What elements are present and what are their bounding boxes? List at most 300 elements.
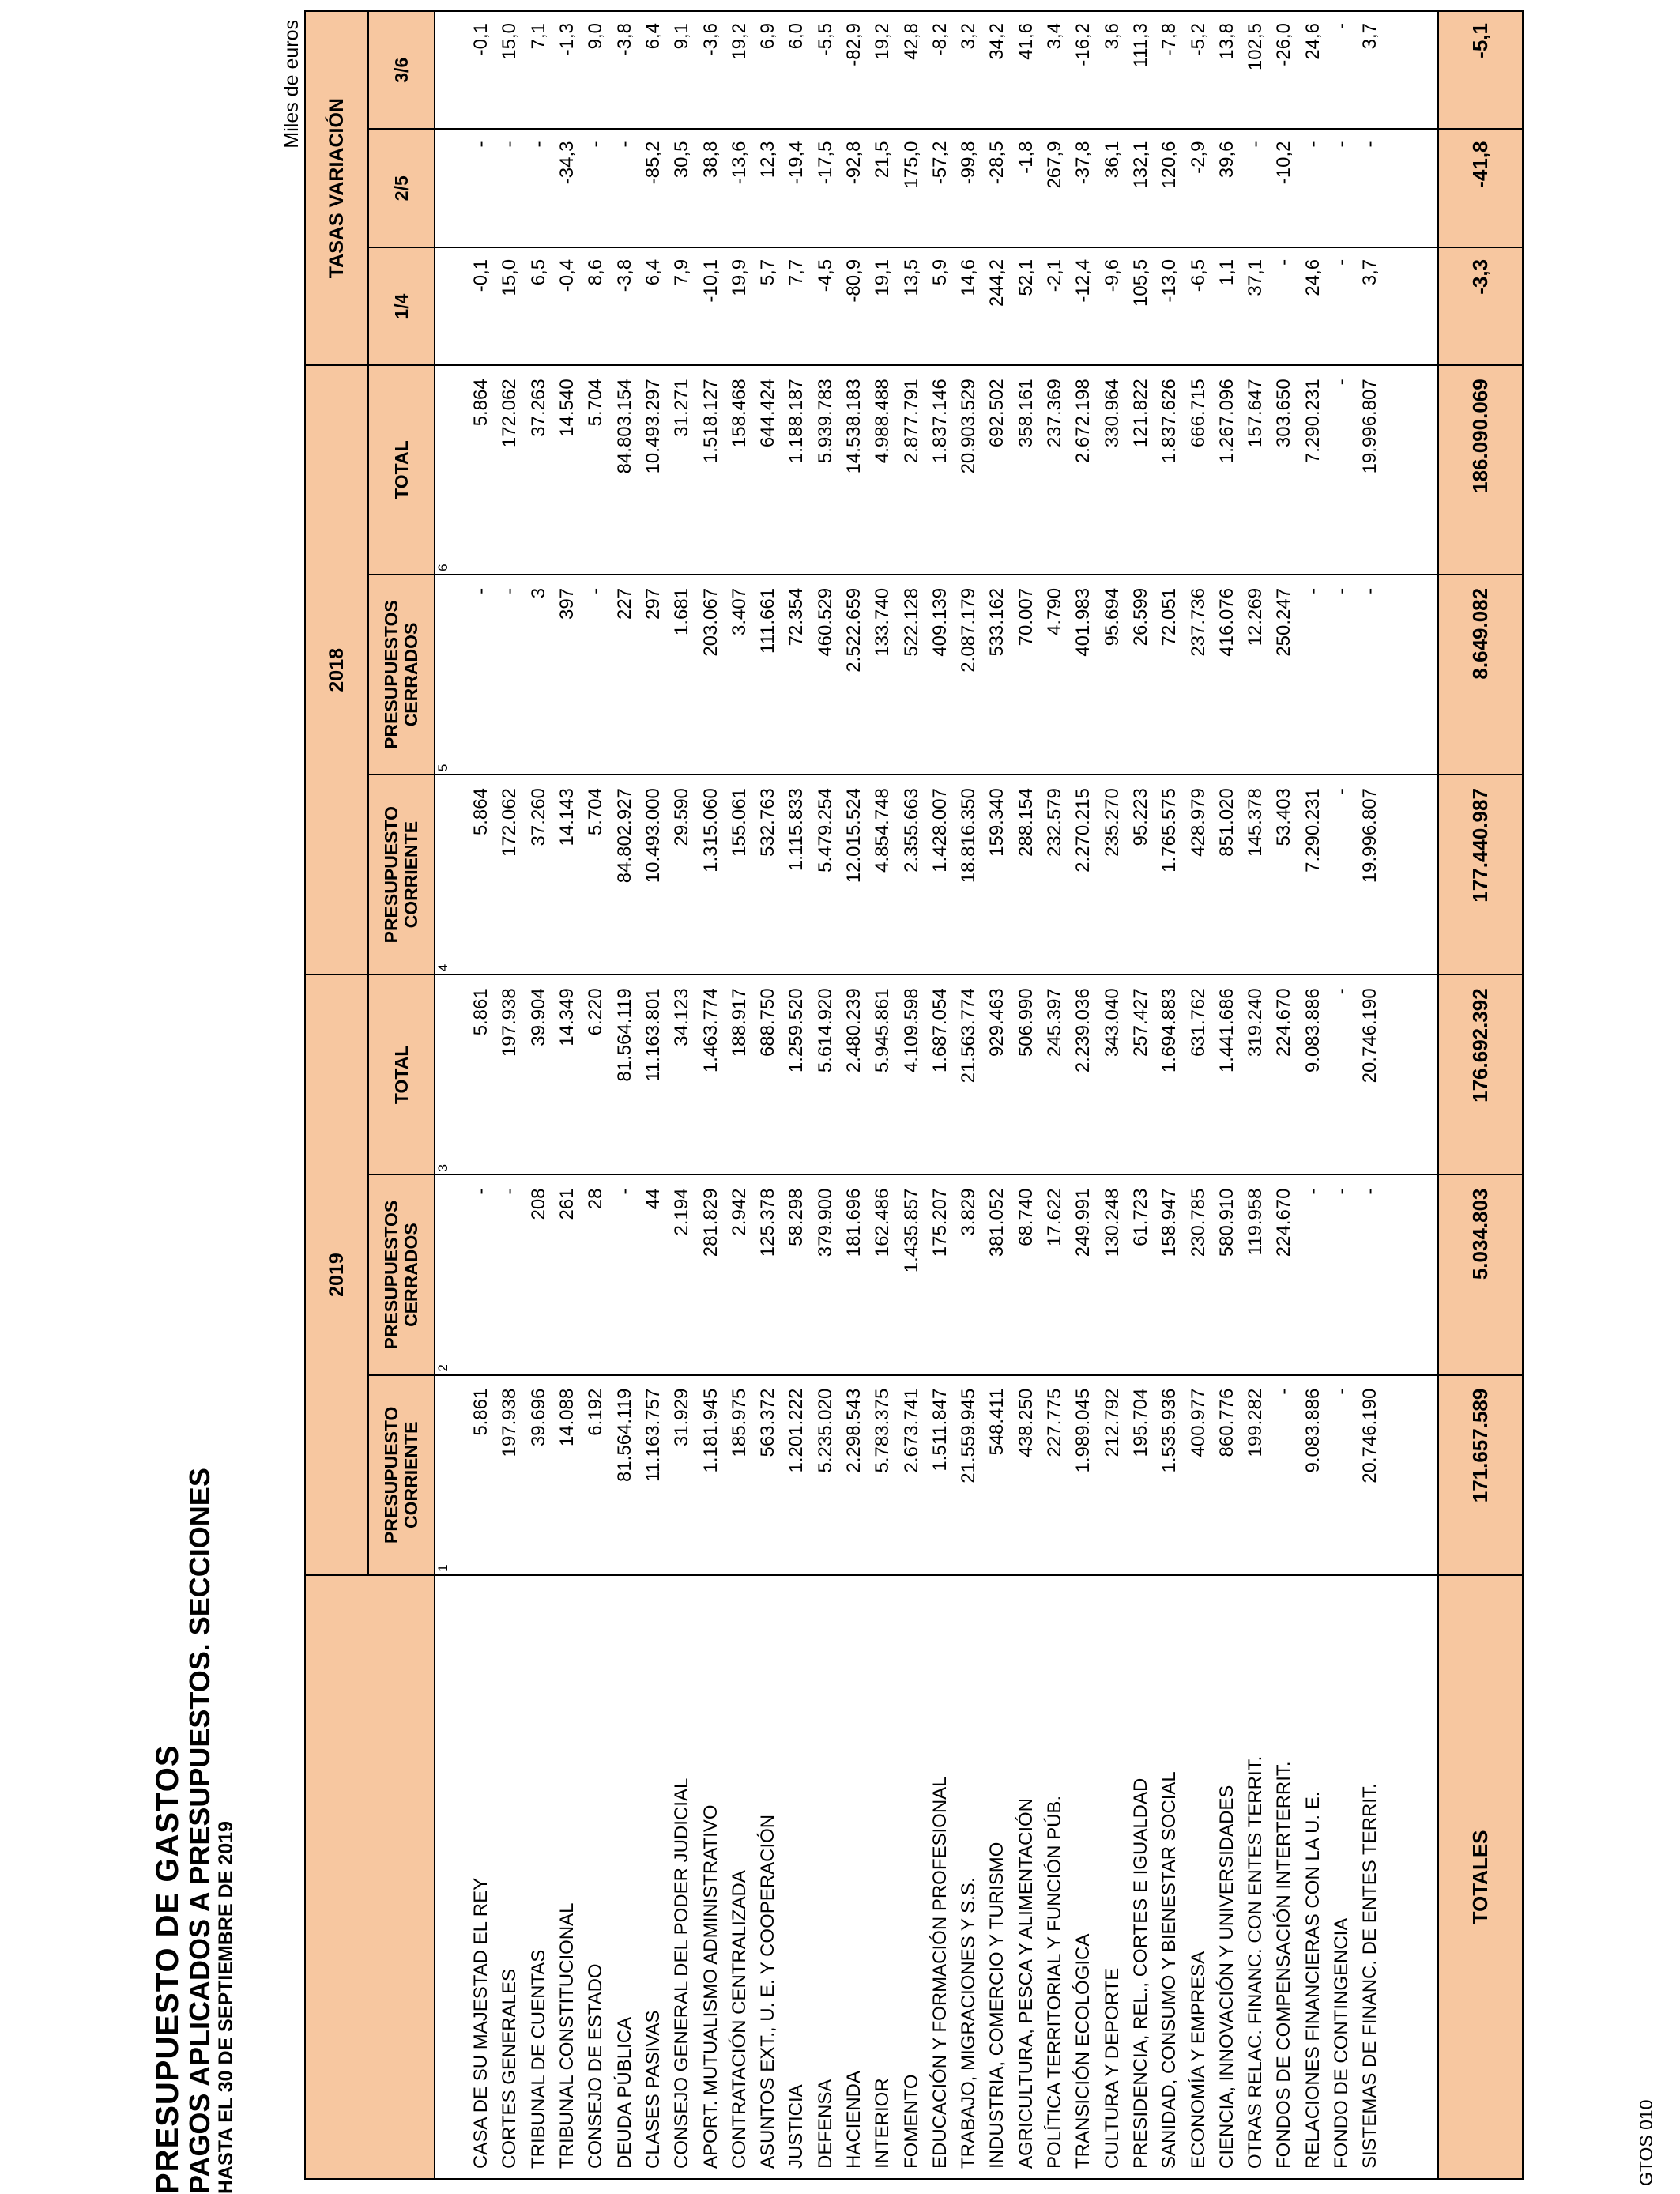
table-row [696, 11, 725, 2179]
cell-value: 580.910 [1213, 1174, 1241, 1374]
cell-value: 7,7 [782, 247, 811, 365]
cell-value: 42,8 [897, 11, 925, 129]
cell-value: - [1356, 575, 1384, 775]
cell-value: 5.864 [467, 365, 495, 575]
section-name: INDUSTRIA, COMERCIO Y TURISMO [983, 1575, 1011, 2179]
table-row [983, 11, 1011, 2179]
cell-value: 428.979 [1184, 775, 1212, 974]
cell-value: 1.989.045 [1069, 1375, 1098, 1575]
cell-value: -80,9 [840, 247, 868, 365]
table-row [812, 11, 840, 2179]
section-name: POLÍTICA TERRITORIAL Y FUNCIÓN PÚB. [1041, 1575, 1069, 2179]
cell-value: 81.564.119 [610, 1375, 638, 1575]
cell-value: 397 [553, 575, 582, 775]
cell-value: 4.988.488 [868, 365, 897, 575]
cell-value: 158.947 [1155, 1174, 1184, 1374]
cell-value: 37.263 [525, 365, 553, 575]
cell-value: 20.746.190 [1356, 974, 1384, 1174]
cell-value: -34,3 [553, 129, 582, 247]
cell-value: 244,2 [983, 247, 1011, 365]
cell-value: 2.522.659 [840, 575, 868, 775]
cell-value: 6,4 [639, 247, 668, 365]
cell-value: 133.740 [868, 575, 897, 775]
cell-value: -3,8 [610, 247, 638, 365]
cell-value: 235.270 [1098, 775, 1127, 974]
cell-value: -17,5 [812, 129, 840, 247]
cell-value: 111,3 [1127, 11, 1155, 129]
cell-value: -92,8 [840, 129, 868, 247]
section-name: RELACIONES FINANCIERAS CON LA U. E. [1299, 1575, 1328, 2179]
cell-value: 39.696 [525, 1375, 553, 1575]
cell-value: 5.704 [582, 775, 610, 974]
cell-value: 224.670 [1270, 974, 1298, 1174]
cell-value: 400.977 [1184, 1375, 1212, 1575]
section-name: CORTES GENERALES [495, 1575, 524, 2179]
cell-value: - [1299, 1174, 1328, 1374]
cell-value: - [495, 1174, 524, 1374]
cell-value: 111.661 [754, 575, 782, 775]
cell-value: 181.696 [840, 1174, 868, 1374]
cell-value: 532.763 [754, 775, 782, 974]
cell-value: 2.480.239 [840, 974, 868, 1174]
table-row [1270, 11, 1298, 2179]
cell-value: 13,5 [897, 247, 925, 365]
cell-value: 2.239.036 [1069, 974, 1098, 1174]
cell-value: - [610, 1174, 638, 1374]
cell-value: -9,6 [1098, 247, 1127, 365]
cell-value: 19,9 [725, 247, 754, 365]
cell-value: - [1356, 129, 1384, 247]
section-name: CLASES PASIVAS [639, 1575, 668, 2179]
cell-value: 8,6 [582, 247, 610, 365]
cell-value: 522.128 [897, 575, 925, 775]
section-name: FOMENTO [897, 1575, 925, 2179]
cell-value: - [1299, 575, 1328, 775]
cell-value: 9.083.886 [1299, 974, 1328, 1174]
cell-value: 14.349 [553, 974, 582, 1174]
cell-value: 29.590 [668, 775, 696, 974]
col-header-2: PRESUPUESTOS CERRADOS 2 [368, 1174, 435, 1374]
cell-value: 20.746.190 [1356, 1375, 1384, 1575]
cell-value: -13,0 [1155, 247, 1184, 365]
cell-value: 7,9 [668, 247, 696, 365]
cell-value: - [1356, 1174, 1384, 1374]
cell-value: 28 [582, 1174, 610, 1374]
cell-value: 26.599 [1127, 575, 1155, 775]
cell-value: 68.740 [1012, 1174, 1041, 1374]
cell-value: 2.673.741 [897, 1375, 925, 1575]
cell-value: - [1270, 1375, 1298, 1575]
cell-value: 7.290.231 [1299, 775, 1328, 974]
section-name: CIENCIA, INNOVACIÓN Y UNIVERSIDADES [1213, 1575, 1241, 2179]
total-value: -3,3 [1438, 247, 1523, 365]
cell-value: 9.083.886 [1299, 1375, 1328, 1575]
cell-value: -8,2 [926, 11, 955, 129]
cell-value: 208 [525, 1174, 553, 1374]
cell-value: 6,4 [639, 11, 668, 129]
cell-value: 506.990 [1012, 974, 1041, 1174]
cell-value: 119.958 [1241, 1174, 1270, 1374]
report-subtitle: PAGOS APLICADOS A PRESUPUESTOS. SECCIONES [183, 1468, 216, 2194]
cell-value: 5.783.375 [868, 1375, 897, 1575]
cell-value: 4.790 [1041, 575, 1069, 775]
cell-value: 81.564.119 [610, 974, 638, 1174]
cell-value: 18.816.350 [955, 775, 983, 974]
total-value: 5.034.803 [1438, 1174, 1523, 1374]
cell-value: 249.991 [1069, 1174, 1098, 1374]
spacer-row [1385, 11, 1438, 2179]
cell-value: - [1328, 11, 1356, 129]
cell-value: 3,4 [1041, 11, 1069, 129]
cell-value: 1.535.936 [1155, 1375, 1184, 1575]
col-header-rate-1-4: 1/4 [368, 247, 435, 365]
cell-value: 6.192 [582, 1375, 610, 1575]
table-row [897, 11, 925, 2179]
cell-value: 261 [553, 1174, 582, 1374]
section-name: EDUCACIÓN Y FORMACIÓN PROFESIONAL [926, 1575, 955, 2179]
cell-value: 2.194 [668, 1174, 696, 1374]
cell-value: 41,6 [1012, 11, 1041, 129]
table-row [668, 11, 696, 2179]
cell-value: 10.493.297 [639, 365, 668, 575]
cell-value: 24,6 [1299, 247, 1328, 365]
cell-value: 5.704 [582, 365, 610, 575]
cell-value: - [1241, 129, 1270, 247]
section-name: JUSTICIA [782, 1575, 811, 2179]
cell-value: 3,2 [955, 11, 983, 129]
cell-value: 297 [639, 575, 668, 775]
cell-value: 102,5 [1241, 11, 1270, 129]
cell-value: 130.248 [1098, 1174, 1127, 1374]
cell-value: -82,9 [840, 11, 868, 129]
cell-value: 281.829 [696, 1174, 725, 1374]
cell-value: 1.259.520 [782, 974, 811, 1174]
cell-value: - [525, 129, 553, 247]
section-name: INTERIOR [868, 1575, 897, 2179]
cell-value: 237.736 [1184, 575, 1212, 775]
cell-value: 20.903.529 [955, 365, 983, 575]
cell-value: -0,1 [467, 11, 495, 129]
cell-value: 44 [639, 1174, 668, 1374]
cell-value: 172.062 [495, 365, 524, 575]
cell-value: 19,2 [725, 11, 754, 129]
table-row [525, 11, 553, 2179]
cell-value: 5,7 [754, 247, 782, 365]
cell-value: 11.163.757 [639, 1375, 668, 1575]
cell-value: 4.109.598 [897, 974, 925, 1174]
table-row [1299, 11, 1328, 2179]
cell-value: 666.715 [1184, 365, 1212, 575]
cell-value: 1.837.626 [1155, 365, 1184, 575]
cell-value: 1.837.146 [926, 365, 955, 575]
cell-value: 3,7 [1356, 11, 1384, 129]
cell-value: 3.407 [725, 575, 754, 775]
cell-value: 13,8 [1213, 11, 1241, 129]
cell-value: 52,1 [1012, 247, 1041, 365]
cell-value: 303.650 [1270, 365, 1298, 575]
cell-value: 14.540 [553, 365, 582, 575]
section-name: APORT. MUTUALISMO ADMINISTRATIVO [696, 1575, 725, 2179]
cell-value: 237.369 [1041, 365, 1069, 575]
section-name: HACIENDA [840, 1575, 868, 2179]
cell-value: 95.223 [1127, 775, 1155, 974]
cell-value: 7.290.231 [1299, 365, 1328, 575]
cell-value: 15,0 [495, 11, 524, 129]
cell-value: 358.161 [1012, 365, 1041, 575]
section-name: ECONOMÍA Y EMPRESA [1184, 1575, 1212, 2179]
cell-value: 53.403 [1270, 775, 1298, 974]
table-row [782, 11, 811, 2179]
cell-value: 172.062 [495, 775, 524, 974]
col-header-5: PRESUPUESTOS CERRADOS 5 [368, 575, 435, 775]
cell-value: - [1299, 129, 1328, 247]
cell-value: 688.750 [754, 974, 782, 1174]
cell-value: 3,6 [1098, 11, 1127, 129]
cell-value: 1.765.575 [1155, 775, 1184, 974]
cell-value: 61.723 [1127, 1174, 1155, 1374]
cell-value: 36,1 [1098, 129, 1127, 247]
cell-value: 19,2 [868, 11, 897, 129]
cell-value: 185.975 [725, 1375, 754, 1575]
cell-value: -0,4 [553, 247, 582, 365]
cell-value: 5.939.783 [812, 365, 840, 575]
table-row [1241, 11, 1270, 2179]
cell-value: 438.250 [1012, 1375, 1041, 1575]
cell-value: - [1270, 247, 1298, 365]
section-name: CASA DE SU MAJESTAD EL REY [467, 1575, 495, 2179]
cell-value: - [582, 575, 610, 775]
year-2019-header: 2019 [305, 974, 368, 1575]
table-row [1184, 11, 1212, 2179]
cell-value: 9,1 [668, 11, 696, 129]
cell-value: 19,1 [868, 247, 897, 365]
cell-value: - [582, 129, 610, 247]
table-row [926, 11, 955, 2179]
cell-value: 175,0 [897, 129, 925, 247]
report-title: PRESUPUESTO DE GASTOS [150, 1744, 185, 2194]
section-name: OTRAS RELAC. FINANC. CON ENTES TERRIT. [1241, 1575, 1270, 2179]
section-name: TRIBUNAL CONSTITUCIONAL [553, 1575, 582, 2179]
cell-value: 1.681 [668, 575, 696, 775]
cell-value: 1.463.774 [696, 974, 725, 1174]
cell-value: 105,5 [1127, 247, 1155, 365]
cell-value: - [1328, 974, 1356, 1174]
cell-value: 5,9 [926, 247, 955, 365]
cell-value: -10,1 [696, 247, 725, 365]
footer-code: GTOS 010 [1636, 2099, 1656, 2186]
cell-value: -1,3 [553, 11, 582, 129]
cell-value: 155.061 [725, 775, 754, 974]
cell-value: 14,6 [955, 247, 983, 365]
cell-value: -85,2 [639, 129, 668, 247]
section-name: SANIDAD, CONSUMO Y BIENESTAR SOCIAL [1155, 1575, 1184, 2179]
cell-value: 72.051 [1155, 575, 1184, 775]
cell-value: 58.298 [782, 1174, 811, 1374]
cell-value: 197.938 [495, 1375, 524, 1575]
cell-value: 631.762 [1184, 974, 1212, 1174]
cell-value: 224.670 [1270, 1174, 1298, 1374]
table-row [1012, 11, 1041, 2179]
cell-value: 19.996.807 [1356, 365, 1384, 575]
cell-value: 1.201.222 [782, 1375, 811, 1575]
cell-value: 644.424 [754, 365, 782, 575]
cell-value: 188.917 [725, 974, 754, 1174]
cell-value: - [467, 129, 495, 247]
col-header-6: TOTAL 6 [368, 365, 435, 575]
section-name: FONDO DE CONTINGENCIA [1328, 1575, 1356, 2179]
expenditure-table [304, 10, 1524, 2180]
section-name: TRABAJO, MIGRACIONES Y S.S. [955, 1575, 983, 2179]
cell-value: -12,4 [1069, 247, 1098, 365]
cell-value: 5.861 [467, 974, 495, 1174]
cell-value: 230.785 [1184, 1174, 1212, 1374]
cell-value: 851.020 [1213, 775, 1241, 974]
total-value: 176.692.392 [1438, 974, 1523, 1174]
cell-value: 17.622 [1041, 1174, 1069, 1374]
section-name: CONSEJO GENERAL DEL PODER JUDICIAL [668, 1575, 696, 2179]
table-row [610, 11, 638, 2179]
cell-value: 95.694 [1098, 575, 1127, 775]
cell-value: 212.792 [1098, 1375, 1127, 1575]
cell-value: 157.647 [1241, 365, 1270, 575]
col-header-3: TOTAL 3 [368, 974, 435, 1174]
cell-value: 860.776 [1213, 1375, 1241, 1575]
cell-value: 195.704 [1127, 1375, 1155, 1575]
cell-value: 21,5 [868, 129, 897, 247]
cell-value: -26,0 [1270, 11, 1298, 129]
section-name: AGRICULTURA, PESCA Y ALIMENTACIÓN [1012, 1575, 1041, 2179]
cell-value: 6,0 [782, 11, 811, 129]
cell-value: 21.559.945 [955, 1375, 983, 1575]
cell-value: - [467, 575, 495, 775]
cell-value: -37,8 [1069, 129, 1098, 247]
cell-value: -7,8 [1155, 11, 1184, 129]
cell-value: 1.315.060 [696, 775, 725, 974]
cell-value: 3 [525, 575, 553, 775]
cell-value: - [1328, 247, 1356, 365]
table-row [1356, 11, 1384, 2179]
table-row [1213, 11, 1241, 2179]
section-name: DEUDA PÚBLICA [610, 1575, 638, 2179]
cell-value: 2.270.215 [1069, 775, 1098, 974]
cell-value: 5.861 [467, 1375, 495, 1575]
cell-value: -3,6 [696, 11, 725, 129]
cell-value: 14.143 [553, 775, 582, 974]
table-row [1155, 11, 1184, 2179]
cell-value: 6,5 [525, 247, 553, 365]
cell-value: -4,5 [812, 247, 840, 365]
cell-value: -16,2 [1069, 11, 1098, 129]
cell-value: 158.468 [725, 365, 754, 575]
table-row [467, 11, 495, 2179]
cell-value: 145.378 [1241, 775, 1270, 974]
cell-value: 39,6 [1213, 129, 1241, 247]
rates-header: TASAS VARIACIÓN [305, 11, 368, 365]
cell-value: 11.163.801 [639, 974, 668, 1174]
section-name: CONSEJO DE ESTADO [582, 1575, 610, 2179]
section-name: CONTRATACIÓN CENTRALIZADA [725, 1575, 754, 2179]
table-row [639, 11, 668, 2179]
col-header-1: PRESUPUESTO CORRIENTE 1 [368, 1375, 435, 1575]
cell-value: 121.822 [1127, 365, 1155, 575]
total-value: -5,1 [1438, 11, 1523, 129]
cell-value: 162.486 [868, 1174, 897, 1374]
cell-value: -1,8 [1012, 129, 1041, 247]
section-name: SISTEMAS DE FINANC. DE ENTES TERRIT. [1356, 1575, 1384, 2179]
cell-value: 2.087.179 [955, 575, 983, 775]
cell-value: 19.996.807 [1356, 775, 1384, 974]
section-header [305, 1575, 435, 2179]
cell-value: -28,5 [983, 129, 1011, 247]
cell-value: 257.427 [1127, 974, 1155, 1174]
cell-value: 409.139 [926, 575, 955, 775]
col-header-rate-2-5: 2/5 [368, 129, 435, 247]
cell-value: 1.428.007 [926, 775, 955, 974]
cell-value: 12.015.524 [840, 775, 868, 974]
cell-value: 460.529 [812, 575, 840, 775]
section-name: FONDOS DE COMPENSACIÓN INTERTERRIT. [1270, 1575, 1298, 2179]
table-row [1127, 11, 1155, 2179]
table-row [754, 11, 782, 2179]
cell-value: 37,1 [1241, 247, 1270, 365]
cell-value: 84.803.154 [610, 365, 638, 575]
cell-value: -10,2 [1270, 129, 1298, 247]
cell-value: 72.354 [782, 575, 811, 775]
cell-value: -5,5 [812, 11, 840, 129]
cell-value: 38,8 [696, 129, 725, 247]
cell-value: -99,8 [955, 129, 983, 247]
cell-value: - [1328, 129, 1356, 247]
cell-value: 70.007 [1012, 575, 1041, 775]
col-header-rate-3-6: 3/6 [368, 11, 435, 129]
cell-value: 1,1 [1213, 247, 1241, 365]
cell-value: -2,9 [1184, 129, 1212, 247]
cell-value: -2,1 [1041, 247, 1069, 365]
cell-value: 330.964 [1098, 365, 1127, 575]
cell-value: 14.088 [553, 1375, 582, 1575]
table-row [1069, 11, 1098, 2179]
total-value: 171.657.589 [1438, 1375, 1523, 1575]
cell-value: 343.040 [1098, 974, 1127, 1174]
cell-value: 34.123 [668, 974, 696, 1174]
cell-value: 2.672.198 [1069, 365, 1098, 575]
table-row [840, 11, 868, 2179]
section-name: ASUNTOS EXT., U. E. Y COOPERACIÓN [754, 1575, 782, 2179]
cell-value: 37.260 [525, 775, 553, 974]
cell-value: 6,9 [754, 11, 782, 129]
cell-value: 34,2 [983, 11, 1011, 129]
cell-value: 1.435.857 [897, 1174, 925, 1374]
cell-value: 12.269 [1241, 575, 1270, 775]
cell-value: 120,6 [1155, 129, 1184, 247]
total-value: 177.440.987 [1438, 775, 1523, 974]
cell-value: 125.378 [754, 1174, 782, 1374]
cell-value: 5.614.920 [812, 974, 840, 1174]
cell-value: 39.904 [525, 974, 553, 1174]
cell-value: 1.687.054 [926, 974, 955, 1174]
cell-value: 3,7 [1356, 247, 1384, 365]
cell-value: -57,2 [926, 129, 955, 247]
table-row [495, 11, 524, 2179]
cell-value: 15,0 [495, 247, 524, 365]
cell-value: - [1328, 365, 1356, 575]
cell-value: 288.154 [1012, 775, 1041, 974]
cell-value: 2.298.543 [840, 1375, 868, 1575]
cell-value: 533.162 [983, 575, 1011, 775]
section-name: PRESIDENCIA, REL., CORTES E IGUALDAD [1127, 1575, 1155, 2179]
cell-value: 132,1 [1127, 129, 1155, 247]
cell-value: 5.864 [467, 775, 495, 974]
